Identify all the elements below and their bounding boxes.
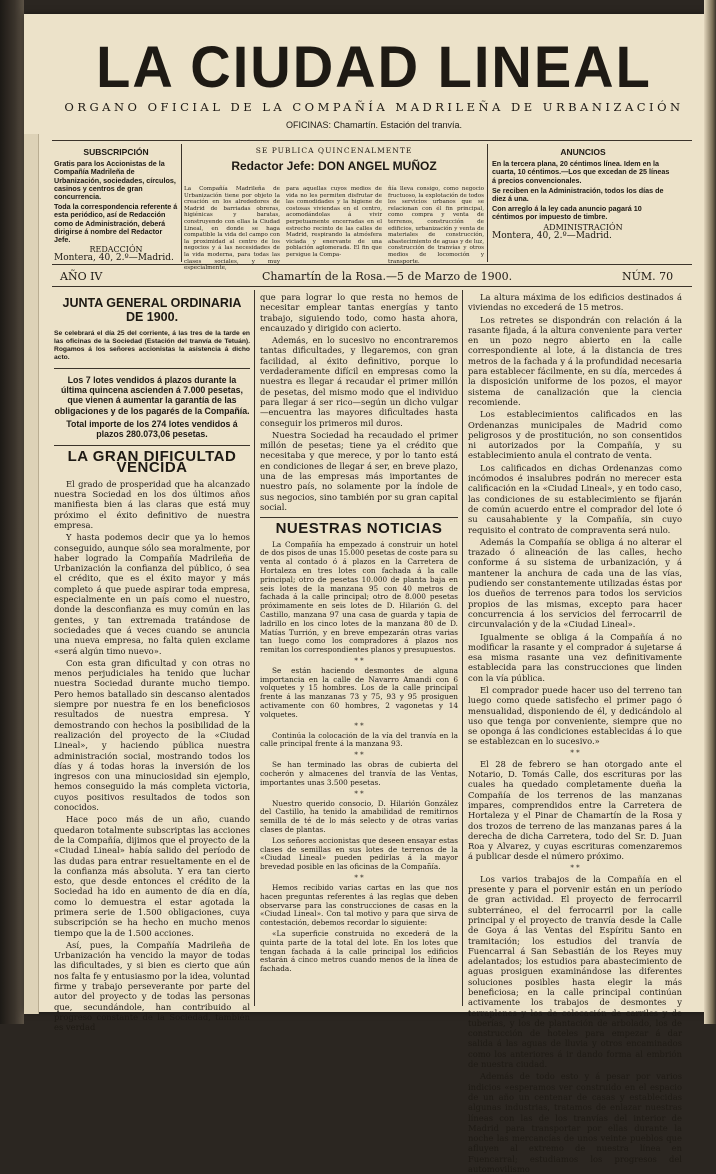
company-blurb [184, 186, 484, 272]
paragraph: Igualmente se obliga á la Compañía á no modificar la rasante y el comprador á sujetarse á esa misma rasante una vez definitivamente establecida para las construcciones que linden con la vía pública. [468, 631, 682, 683]
lots-total: Total importe de los 274 lotes vendidos á plazos 280.073,06 pesetas. [66, 418, 238, 440]
ads-address: Montera, 40, 2.º—Madrid. [492, 230, 612, 241]
column-2 [260, 292, 458, 1004]
separator: * * [354, 656, 364, 665]
left-page-fragment [24, 134, 39, 1014]
separator: * * [354, 874, 364, 883]
news-item: Se han terminado las obras de cubierta del cocherón y almacenes del tranvía de las Ventas, importantes unas 3.500 pesetas. [260, 760, 458, 787]
subscription-office-label: REDACCIÓN [89, 245, 143, 255]
newspaper-page [24, 14, 704, 1174]
book-binding [0, 0, 24, 1024]
paragraph: El comprador puede hacer uso del terreno tan luego como quede satisfecho el primer pago ó mensualidad, disponiendo de él, y dedicándolo al uso que tenga por conveniente, siempre que no se oponga á las condiciones establecidas á lo que se establezcan en lo sucesivo.» [468, 684, 682, 747]
paragraph: El grado de prosperidad que ha alcanzado nuestra Sociedad en los dos últimos años manifiesta bien á las claras que está muy próximo el éxito definitivo de nuestra empresa. [54, 478, 250, 530]
news-item: Los señores accionistas que deseen ensayar estas clases de semillas en sus lotes de terrenos de la «Ciudad Lineal» pueden pedirlas á la mayor brevedad posible en las oficinas de la Compañía. [260, 835, 458, 872]
paragraph: El 28 de febrero se han otorgado ante el Notario, D. Tomás Calle, dos escrituras por las cuales ha quedado completamente dueña la Compañía de los terrenos de las manzanas impares, comprendidos entre la Carretera de Hortaleza y el Pinar de Chamartín de la Rosa y dos trozos de terreno de las manzanas pares á la derecha de dicha Carretera, todo del Sr. D. Juan Roa y Alvarez, y cuyas escrituras comenzaremos á publicar desde el número próximo. [468, 758, 682, 862]
news-item: Se están haciendo desmontes de alguna importancia en la calle de Navarro Amandi con 6 volquetes y 15 hombres. Los de la calle principal frente á las manzanas 73 y 75, 93 y 95 prosiguen activamente con 60 hombres, 2 vagonetas y 14 volquetes. [260, 665, 458, 719]
news-heading: NUESTRAS NOTICIAS [275, 520, 443, 538]
separator: * * [570, 863, 580, 872]
news-item: Nuestro querido consocio, D. Hilarión González del Castillo, ha tenido la amabilidad de remitirnos semilla de té de lo más selecto y de otras varias clases de plantas. [260, 798, 458, 835]
editor-line: Redactor Jefe: DON ANGEL MUÑOZ [231, 159, 437, 173]
ads-line: Con arreglo á la ley cada anuncio pagará 10 céntimos por impuesto de timbre. [492, 204, 642, 222]
news-item: «La superficie construida no excederá de la quinta parte de la total del lote. En los lotes que tengan fachada á la calle principal los edificios estarán á cinco metros cuando menos de la línea de fachada. [260, 929, 458, 974]
separator: * * [354, 789, 364, 798]
ads-line: En la tercera plana, 20 céntimos línea. Idem en la cuarta, 10 céntimos.—Los que excedan de 25 líneas á precios convencionales. [492, 159, 670, 185]
blurb-column: para aquellas cuyos medios de vida no les permiten disfrutar de las comodidades y la higiene de costosas viviendas en el centro, acomodándolas á vivir perpetuamente encerradas en el estrecho recinto de las calles de Madrid, respirando la atmósfera viciada y enervante de una población aglomerada. El fin que persigue la Compa- [286, 186, 382, 258]
separator: * * [354, 751, 364, 760]
news-item: La Compañía ha empezado á construir un hotel de dos pisos de unas 15.000 pesetas de coste para su venta al contado ó á plazos en la Carretera de Hortaleza en tres lotes con fachada á la calle principal; otro de pesetas 10.000 de planta baja en seis lotes de la manzana 95 con 40 metros de fachada á la calle principal; otro de 8.000 pesetas próximamente en seis lotes de D. Hilarión G. del Castillo, manzana 97 una casa de guarda y tapia de ladrillo en los cinco lotes de la manzana 80 de D. Matías Turrión, y en breve empezarán otras varias tan luego como los compradores á plazos nos remitan los correspondientes planos y presupuestos. [260, 539, 458, 655]
paragraph: Además, en lo sucesivo no encontraremos tantas dificultades, y llegaremos, con gran facilidad, al éxito definitivo, porque lo verdaderamente difícil en empresas como la nuestra es llegar á recaudar el primer millón de pesetas, del mismo modo que el individuo para llegar á ser rico—según un dicho vulgar—encuentra las mayores dificultades hasta conseguir los primeros mil duros. [260, 335, 458, 428]
newspaper-title: LA CIUDAD LINEAL [96, 33, 652, 100]
paragraph: Y hasta podemos decir que ya lo hemos conseguido, aunque sólo sea moralmente, por haber logrado la Compañía Madrileña de Urbanización la confianza del público, ó sea el crédito, que es el éxito mayor y más completo á que puede aspirar toda empresa, especialmente en un país como el nuestro, donde la desconfianza es muy común en las gentes, y tan extremada tratándose de sociedades que á veces cuando se anuncia una nueva empresa, no falta quien exclame «será algún timo nuevo». [54, 532, 250, 656]
paragraph: Además de todo esto y á pesar por varios indicios «esperamos ver construido en el espacio de un año un centenar de casas y establecidas algunas industrias, tratamos de enlazar nuestras líneas con las de los tranvías del interior de Madrid para transportar por ellas durante la noche las mercancías de unos veinte pueblos que afluyen al extremo de nuestra línea en Fuencarral; estudiamos los progresos del automovilismo [468, 1071, 682, 1174]
ads-heading: ANUNCIOS [560, 147, 606, 157]
ads-office-label: ADMINISTRACIÓN [543, 222, 623, 232]
paragraph: La altura máxima de los edificios destinados á viviendas no excederá de 15 metros. [468, 292, 682, 313]
offices-line: OFICINAS: Chamartín. Estación del tranvía. [285, 120, 463, 130]
subscription-line: Toda la correspondencia referente á esta periódico, así de Redacción como de Administración, deberá dirigirse á nombre del Redactor Jefe. [54, 202, 178, 245]
dateline [52, 268, 692, 286]
subscription-heading: SUBSCRIPCIÓN [83, 147, 149, 157]
paragraph: Los varios trabajos de la Compañía en el presente y para el porvenir están en un período de gran actividad. El proyecto de ferrocarril subterráneo, el del ferrocarril por la calle principal y el proyecto de tranvía desde la Calle de Goya á las Ventas del Espíritu Santo en tramitación; los estudios del tranvía de Fuencarral á San Sebastián de los Reyes muy adelantados; los estudios para abastecimiento de aguas prosiguen examinándose las diferentes soluciones posibles hasta elegir la más beneficiosa; en la calle principal continúan activamente los trabajos de desmontes y terraplenes y los de colocación de carriles y de tuberías, y los de plantación de arbolado, los de construcción de hoteles para empezar á dar salida á las aguas de lluvia y otros encaminados como los anteriores á ir dando forma al embrión de nuestra ciudad. [468, 873, 682, 1070]
news-item: Continúa la colocación de la vía del tranvía en la calle principal frente á la manzana 93. [260, 730, 458, 749]
divider [487, 144, 488, 262]
separator: * * [570, 748, 580, 757]
news-item: Hemos recibido varias cartas en las que nos hacen preguntas referentes á las reglas que deben observarse para las construcciones de casas en la «Ciudad Lineal». Con tal motivo y para que sirva de contestación, debemos recordar lo siguiente: [260, 883, 458, 928]
year-label: AÑO IV [60, 270, 103, 283]
ads-line: Se reciben en la Administración, todos los días de diez á una. [492, 185, 664, 204]
page-edge [704, 0, 716, 1024]
subscription-address: Montera, 40, 2.º—Madrid. [54, 253, 174, 264]
divider [181, 144, 182, 262]
divider [462, 290, 463, 1006]
paragraph: Hace poco más de un año, cuando quedaron totalmente subscriptas las acciones de la Compañía, dijimos que el proyecto de la «Ciudad Lineal» había salido del período de las dudas para entrar resueltamente en el de la confianza más absoluta. Y era tan cierto esto, que desde entonces el crédito de la Sociedad ha ido en aumento de día en día, como lo demuestra el estar agotada la primera serie de 1.500 obligaciones, cuya subscripción se ha hecho en mucho menos tiempo que la de 1.500 acciones. [54, 814, 250, 938]
center-header [184, 146, 484, 173]
column-3 [468, 292, 682, 1174]
paragraph: Con esta gran dificultad y con otras no menos perjudiciales ha tenido que luchar nuestra Sociedad durante mucho tiempo. Pero hemos batallado sin descanso alentados siempre por nuestra fe en los beneficiosos resultados de nuestra empresa. Y demostrando con hechos la posibilidad de la realización del proyecto de la «Ciudad Lineal», y haciendo pública nuestra administración social, mostrando todos los días y á todas horas la inversión de los ingresos con una minuciosidad sin ejemplo, hemos conseguido la más completa victoria, cuyos positivos resultados de todos son conocidos. [54, 657, 250, 813]
paragraph: Los establecimientos calificados en las Ordenanzas municipales de Madrid como peligrosos y de prostitución, no son consentidos ni autorizados por la Compañía, y su establecimiento anula el contrato de venta. [468, 409, 682, 461]
paragraph: Los retretes se dispondrán con relación á la rasante fijada, á la altura conveniente para verter en un pozo negro abierto en la calle correspondiente al lote, á la distancia de tres metros de la fachada y á la profundidad necesaria para establecer fácilmente, en su día, mercedes á la disposición uniforme de los pozos, el mayor sistema de canalización que la ciencia recomiende. [468, 314, 682, 407]
column-1 [54, 292, 250, 1033]
blurb-column: ñía lleva consigo, como negocio fructuoso, la explotación de todos los servicios urbanos que se relacionan con él fin principal, como compra y venta de terrenos, construcción de edificios, urbanización y venta de materiales de construcción, abastecimiento de aguas y de luz, construcción de tranvías y otros medios de locomoción y transporte. [388, 186, 484, 265]
paragraph: Así, pues, la Compañía Madrileña de Urbanización ha vencido la mayor de todas las dificultades, y si bien es cierto que aún nos falta fe y entusiasmo por la idea, voluntad firme y trabajo perseverante por parte del autor del proyecto y de todas las personas que, secundándole, han contribuido al progreso constante de la Sociedad, también es verdad [54, 939, 250, 1033]
meeting-heading: JUNTA GENERAL ORDINARIA DE 1900. [62, 296, 242, 324]
dateline-rule-top [52, 264, 692, 265]
date-label: Chamartín de la Rosa.—5 de Marzo de 1900. [262, 270, 513, 283]
issue-number: NÚM. 70 [622, 270, 674, 283]
paragraph: Además la Compañía se obliga á no alterar el trazado ó alineación de las calles, hecho conforme á su sistema de urbanización, y á mantener la anchura de cada una de las vías, pudiendo ser constantemente utilizadas éstas por los dueños de terrenos para todos los servicios propios de las mismas, excepto para hacer concurrencia á los servicios del ferrocarril de circunvalación y de la «Ciudad Lineal». [468, 536, 682, 630]
newspaper-subtitle: ORGANO OFICIAL DE LA COMPAÑÍA MADRILEÑA DE URBANIZACIÓN [64, 100, 684, 114]
masthead [64, 33, 684, 130]
article-title: LA GRAN DIFICULTAD VENCIDA [67, 448, 237, 476]
paragraph: Los calificados en dichas Ordenanzas como incómodos é insalubres podrán no merecer esta calificación en la «Ciudad Lineal», y en todo caso, las condiciones de su establecimiento se fijarán de común acuerdo entre el comprador del lote ó su causahabiente y la Compañía, sin cuyo requisito el contrato de compraventa será nulo. [468, 462, 682, 535]
paragraph: Nuestra Sociedad ha recaudado el primer millón de pesetas; tiene ya el crédito que necesitaba y que merece, y por lo tanto está en condiciones de llegar á ser, en breve plazo, una de las empresas más importantes de nuestro país, no solamente por la índole de sus negocios, sino también por su gran capital social. [260, 429, 458, 512]
meeting-notice: Se celebrará el día 25 del corriente, á las tres de la tarde en las oficinas de la Sociedad (Estación del tranvía de Tetuán). Rogamos á los señores accionistas la asistencia á dicho acto. [54, 330, 250, 361]
paragraph: que para lograr lo que resta no hemos de necesitar emplear tantas energías y tanto trabajo, siguiendo todo, como hasta ahora, encauzado y dirigido con acierto. [260, 292, 458, 333]
blurb-column: La Compañía Madrileña de Urbanización tiene por objeto la creación en los alrededores de Madrid de barriadas obreras, higiénicas y baratas, construyendo con ellas la Ciudad Lineal, en donde se haga compatible la vida del campo con la proximidad al centro de los negocios y á las necesidades de la vida moderna, para todas las clases sociales, y muy especialmente, [184, 186, 280, 272]
subscription-line: Gratis para los Accionistas de la Compañía Madrileña de Urbanización, sociedades, círculos, casinos y centros de gran concurrencia. [54, 159, 176, 202]
divider [254, 290, 255, 1006]
frequency-line: SE PUBLICA QUINCENALMENTE [255, 146, 413, 155]
dateline-rule-bottom [52, 286, 692, 287]
lots-sold: Los 7 lotes vendidos á plazos durante la última quincena ascienden á 7.000 pesetas, que vienen á aumentar la garantía de las obligaciones y de los pagarés de la Compañía. [54, 375, 250, 416]
ads-box [492, 148, 674, 240]
subscription-box [54, 148, 178, 263]
header-rule-top [52, 140, 692, 141]
separator: * * [354, 721, 364, 730]
